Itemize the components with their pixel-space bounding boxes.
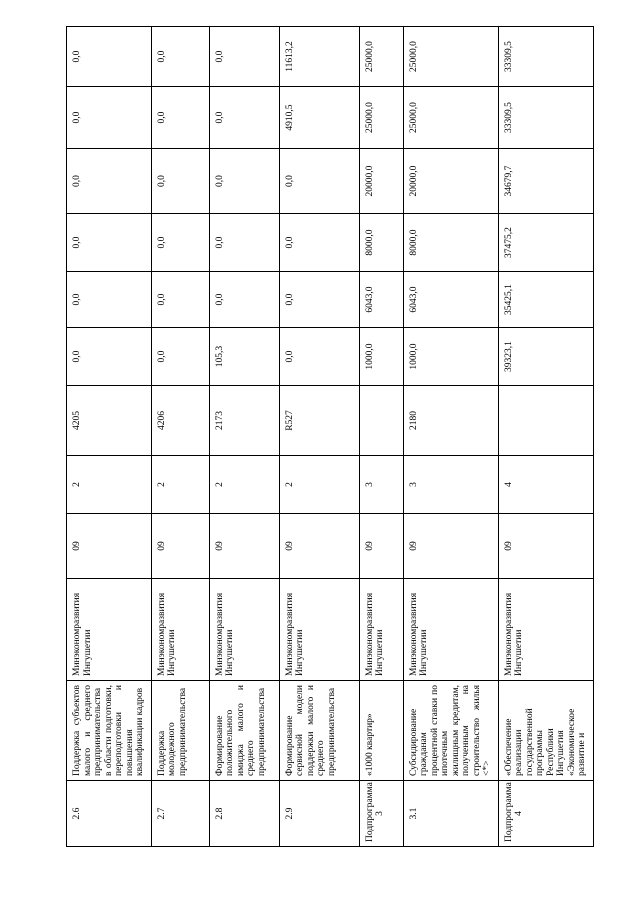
value-cell-4: 20000,0 — [359, 149, 403, 214]
value-cell-2: 0,0 — [151, 272, 209, 328]
table-row — [359, 27, 403, 847]
value-cell-5: 0,0 — [151, 87, 209, 149]
budget-code-cell: 4206 — [151, 386, 209, 456]
table-body — [67, 27, 594, 847]
executor-cell: Минэкономразвития Ингушетии — [403, 579, 498, 681]
value-cell-2: 6043,0 — [403, 272, 498, 328]
value-cell-1: 0,0 — [67, 328, 152, 386]
table-row — [498, 27, 593, 847]
value-cell-3: 8000,0 — [359, 214, 403, 272]
budget-code-cell: 2173 — [209, 386, 279, 456]
value-cell-6: 0,0 — [151, 27, 209, 87]
value-cell-3: 0,0 — [67, 214, 152, 272]
row-number-cell: 3.1 — [403, 781, 498, 847]
budget-code-cell — [359, 386, 403, 456]
gp-code-cell: 2 — [67, 456, 152, 514]
row-number-cell: Подпрограмма 4 — [498, 781, 593, 847]
grbs-code-cell: 09 — [403, 514, 498, 579]
value-cell-6: 33309,5 — [498, 27, 593, 87]
value-cell-1: 1000,0 — [403, 328, 498, 386]
grbs-code-cell: 09 — [209, 514, 279, 579]
value-cell-1: 39323,1 — [498, 328, 593, 386]
value-cell-1: 0,0 — [151, 328, 209, 386]
table-row — [67, 27, 152, 847]
value-cell-4: 0,0 — [279, 149, 359, 214]
budget-code-cell: R527 — [279, 386, 359, 456]
value-cell-6: 0,0 — [209, 27, 279, 87]
grbs-code-cell: 09 — [279, 514, 359, 579]
row-name-cell: Формирование сервисной модели поддержки малого и среднего предпринимательства — [279, 681, 359, 781]
value-cell-4: 0,0 — [151, 149, 209, 214]
value-cell-4: 0,0 — [209, 149, 279, 214]
row-name-cell: «1000 квартир» — [359, 681, 403, 781]
row-number-cell: Подпрограмма 3 — [359, 781, 403, 847]
row-number-cell: 2.8 — [209, 781, 279, 847]
value-cell-6: 0,0 — [67, 27, 152, 87]
value-cell-5: 0,0 — [67, 87, 152, 149]
value-cell-2: 35425,1 — [498, 272, 593, 328]
value-cell-4: 20000,0 — [403, 149, 498, 214]
budget-table — [66, 26, 594, 847]
value-cell-3: 0,0 — [279, 214, 359, 272]
budget-code-cell: 4205 — [67, 386, 152, 456]
row-number-cell: 2.9 — [279, 781, 359, 847]
executor-cell: Минэкономразвития Ингушетии — [209, 579, 279, 681]
executor-cell: Минэкономразвития Ингушетии — [67, 579, 152, 681]
value-cell-5: 0,0 — [209, 87, 279, 149]
table-row — [403, 27, 498, 847]
row-name-cell: Поддержка молодежного предпринимательства — [151, 681, 209, 781]
executor-cell: Минэкономразвития Ингушетии — [279, 579, 359, 681]
value-cell-6: 25000,0 — [403, 27, 498, 87]
row-number-cell: 2.7 — [151, 781, 209, 847]
table-row — [151, 27, 209, 847]
gp-code-cell: 2 — [279, 456, 359, 514]
grbs-code-cell: 09 — [67, 514, 152, 579]
value-cell-4: 34679,7 — [498, 149, 593, 214]
row-name-cell: «Обеспечение реализации государственной программы Республики Ингушетия «Экономическое развитие и — [498, 681, 593, 781]
value-cell-1: 1000,0 — [359, 328, 403, 386]
gp-code-cell: 2 — [151, 456, 209, 514]
budget-code-cell — [498, 386, 593, 456]
budget-code-cell: 2180 — [403, 386, 498, 456]
gp-code-cell: 4 — [498, 456, 593, 514]
gp-code-cell: 3 — [403, 456, 498, 514]
row-name-cell: Формирование положительного имиджа малого и среднего предпринимательства — [209, 681, 279, 781]
executor-cell: Минэкономразвития Ингушетии — [498, 579, 593, 681]
value-cell-2: 6043,0 — [359, 272, 403, 328]
value-cell-2: 0,0 — [67, 272, 152, 328]
value-cell-1: 105,3 — [209, 328, 279, 386]
value-cell-3: 8000,0 — [403, 214, 498, 272]
row-name-cell: Субсидирование гражданам процентной ставки по ипотечным жилищным кредитам, полученным на строительство жилья <*> — [403, 681, 498, 781]
value-cell-5: 25000,0 — [359, 87, 403, 149]
value-cell-5: 25000,0 — [403, 87, 498, 149]
gp-code-cell: 2 — [209, 456, 279, 514]
table-row — [279, 27, 359, 847]
value-cell-5: 4910,5 — [279, 87, 359, 149]
value-cell-4: 0,0 — [67, 149, 152, 214]
value-cell-1: 0,0 — [279, 328, 359, 386]
gp-code-cell: 3 — [359, 456, 403, 514]
row-number-cell: 2.6 — [67, 781, 152, 847]
grbs-code-cell: 09 — [498, 514, 593, 579]
value-cell-2: 0,0 — [279, 272, 359, 328]
value-cell-3: 0,0 — [151, 214, 209, 272]
executor-cell: Минэкономразвития Ингушетии — [151, 579, 209, 681]
value-cell-6: 25000,0 — [359, 27, 403, 87]
rotated-table-container — [66, 27, 587, 847]
grbs-code-cell: 09 — [151, 514, 209, 579]
executor-cell: Минэкономразвития Ингушетии — [359, 579, 403, 681]
value-cell-5: 33309,5 — [498, 87, 593, 149]
value-cell-2: 0,0 — [209, 272, 279, 328]
table-row — [209, 27, 279, 847]
value-cell-6: 11613,2 — [279, 27, 359, 87]
value-cell-3: 37475,2 — [498, 214, 593, 272]
row-name-cell: Поддержка субъектов малого и среднего предпринимательства в области подготовки, переподготовки и повышения квалификации кадров — [67, 681, 152, 781]
grbs-code-cell: 09 — [359, 514, 403, 579]
value-cell-3: 0,0 — [209, 214, 279, 272]
